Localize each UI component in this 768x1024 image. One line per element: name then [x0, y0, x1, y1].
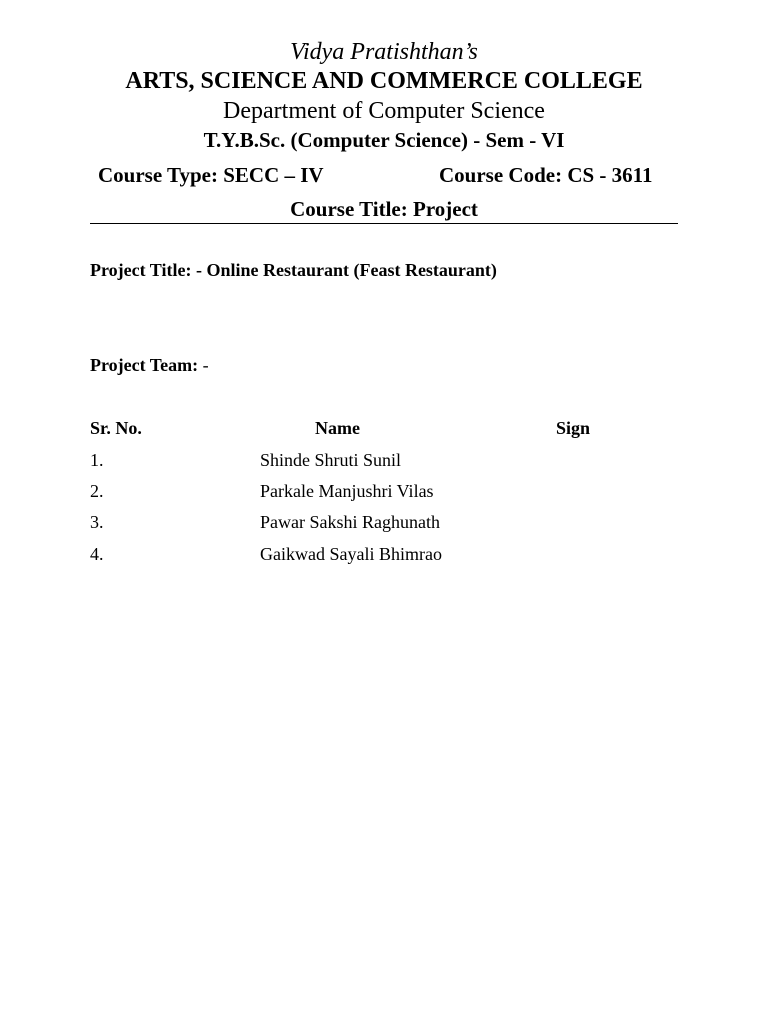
- trust-name: Vidya Pratishthan’s: [290, 39, 478, 65]
- project-title: Project Title: - Online Restaurant (Feast Restaurant): [90, 260, 497, 280]
- project-team-suffix: -: [198, 355, 209, 375]
- row-sr-no: 3.: [90, 512, 104, 532]
- row-member-name: Pawar Sakshi Raghunath: [260, 512, 440, 532]
- row-sr-no: 2.: [90, 481, 104, 501]
- department-name: Department of Computer Science: [223, 98, 545, 124]
- column-header-sign: Sign: [556, 418, 591, 438]
- row-member-name: Shinde Shruti Sunil: [260, 450, 402, 470]
- project-team-label: Project Team:: [90, 355, 199, 375]
- column-header-name: Name: [315, 418, 360, 438]
- college-name: ARTS, SCIENCE AND COMMERCE COLLEGE: [125, 68, 643, 94]
- row-sr-no: 1.: [90, 450, 104, 470]
- row-sr-no: 4.: [90, 544, 104, 564]
- course-type: Course Type: SECC – IV: [98, 163, 324, 187]
- row-member-name: Gaikwad Sayali Bhimrao: [260, 544, 442, 564]
- course-title: Course Title: Project: [290, 197, 478, 221]
- class-semester: T.Y.B.Sc. (Computer Science) - Sem - VI: [203, 128, 565, 152]
- column-header-sr-no: Sr. No.: [90, 418, 142, 438]
- header-divider: [90, 223, 678, 224]
- row-member-name: Parkale Manjushri Vilas: [260, 481, 434, 501]
- course-code: Course Code: CS - 3611: [439, 163, 653, 187]
- project-team-heading: [90, 354, 209, 376]
